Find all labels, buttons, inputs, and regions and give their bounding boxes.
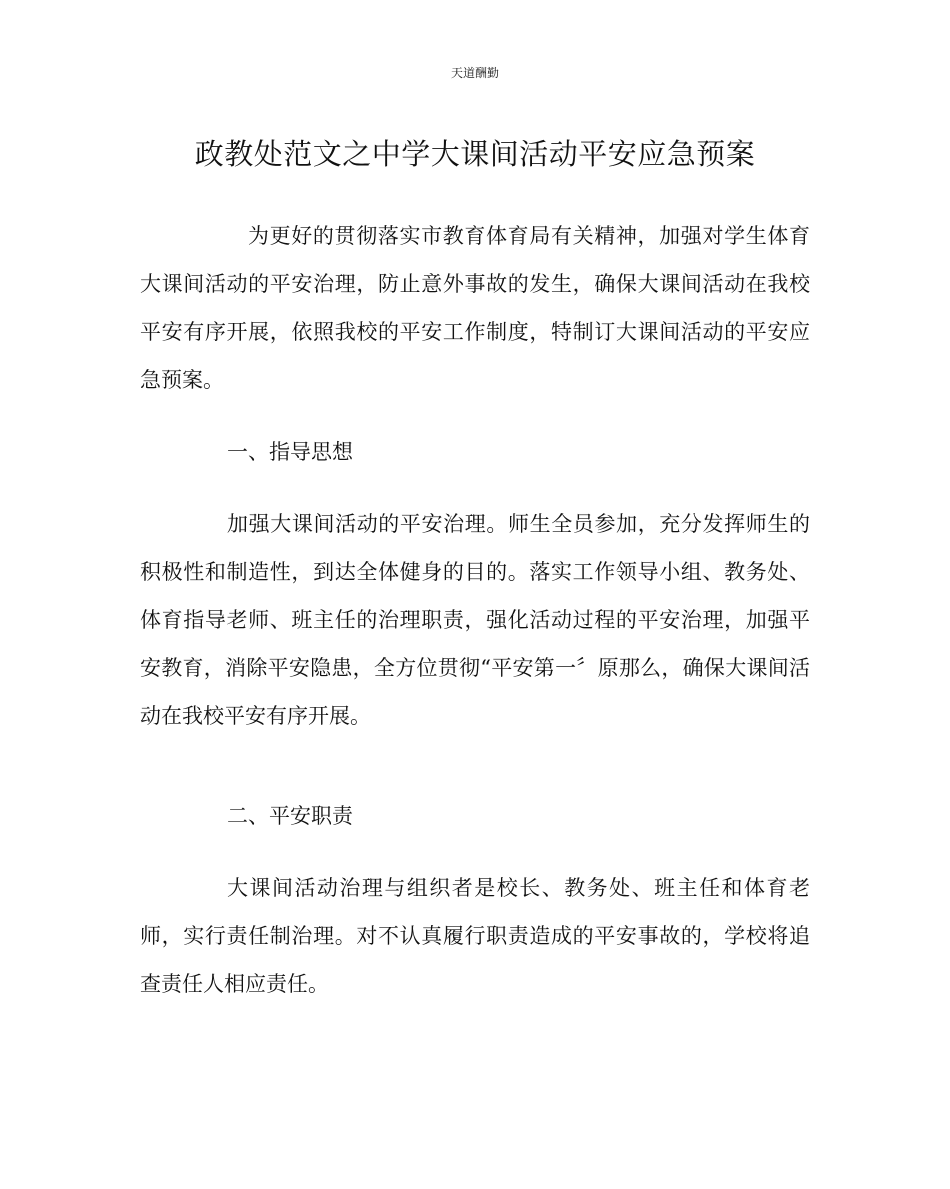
section-body-guiding-thought-block	[140, 500, 810, 740]
section-body-safety-duties-block	[140, 864, 810, 1008]
intro-paragraph: 为更好的贯彻落实市教育体育局有关精神，加强对学生体育大课间活动的平安治理，防止意外事故的发生，确保大课间活动在我校平安有序开展，依照我校的平安工作制度，特制订大课间活动的平安应急预案。	[140, 224, 810, 392]
section-body-guiding-thought: 加强大课间活动的平安治理。师生全员参加，充分发挥师生的积极性和制造性，到达全体健身的目的。落实工作领导小组、教务处、体育指导老师、班主任的治理职责，强化活动过程的平安治理，加强平安教育，消除平安隐患，全方位贯彻“平安第一〞原那么，确保大课间活动在我校平安有序开展。	[140, 512, 810, 728]
section-body-safety-duties: 大课间活动治理与组织者是校长、教务处、班主任和体育老师，实行责任制治理。对不认真履行职责造成的平安事故的，学校将追查责任人相应责任。	[140, 876, 810, 996]
section-heading-safety-duties: 二、平安职责	[227, 804, 353, 828]
section-heading-guiding-thought: 一、指导思想	[227, 440, 353, 464]
intro-section	[140, 212, 810, 404]
document-title: 政教处范文之中学大课间活动平安应急预案	[194, 137, 756, 171]
page-header: 天道酬勤	[450, 66, 499, 80]
